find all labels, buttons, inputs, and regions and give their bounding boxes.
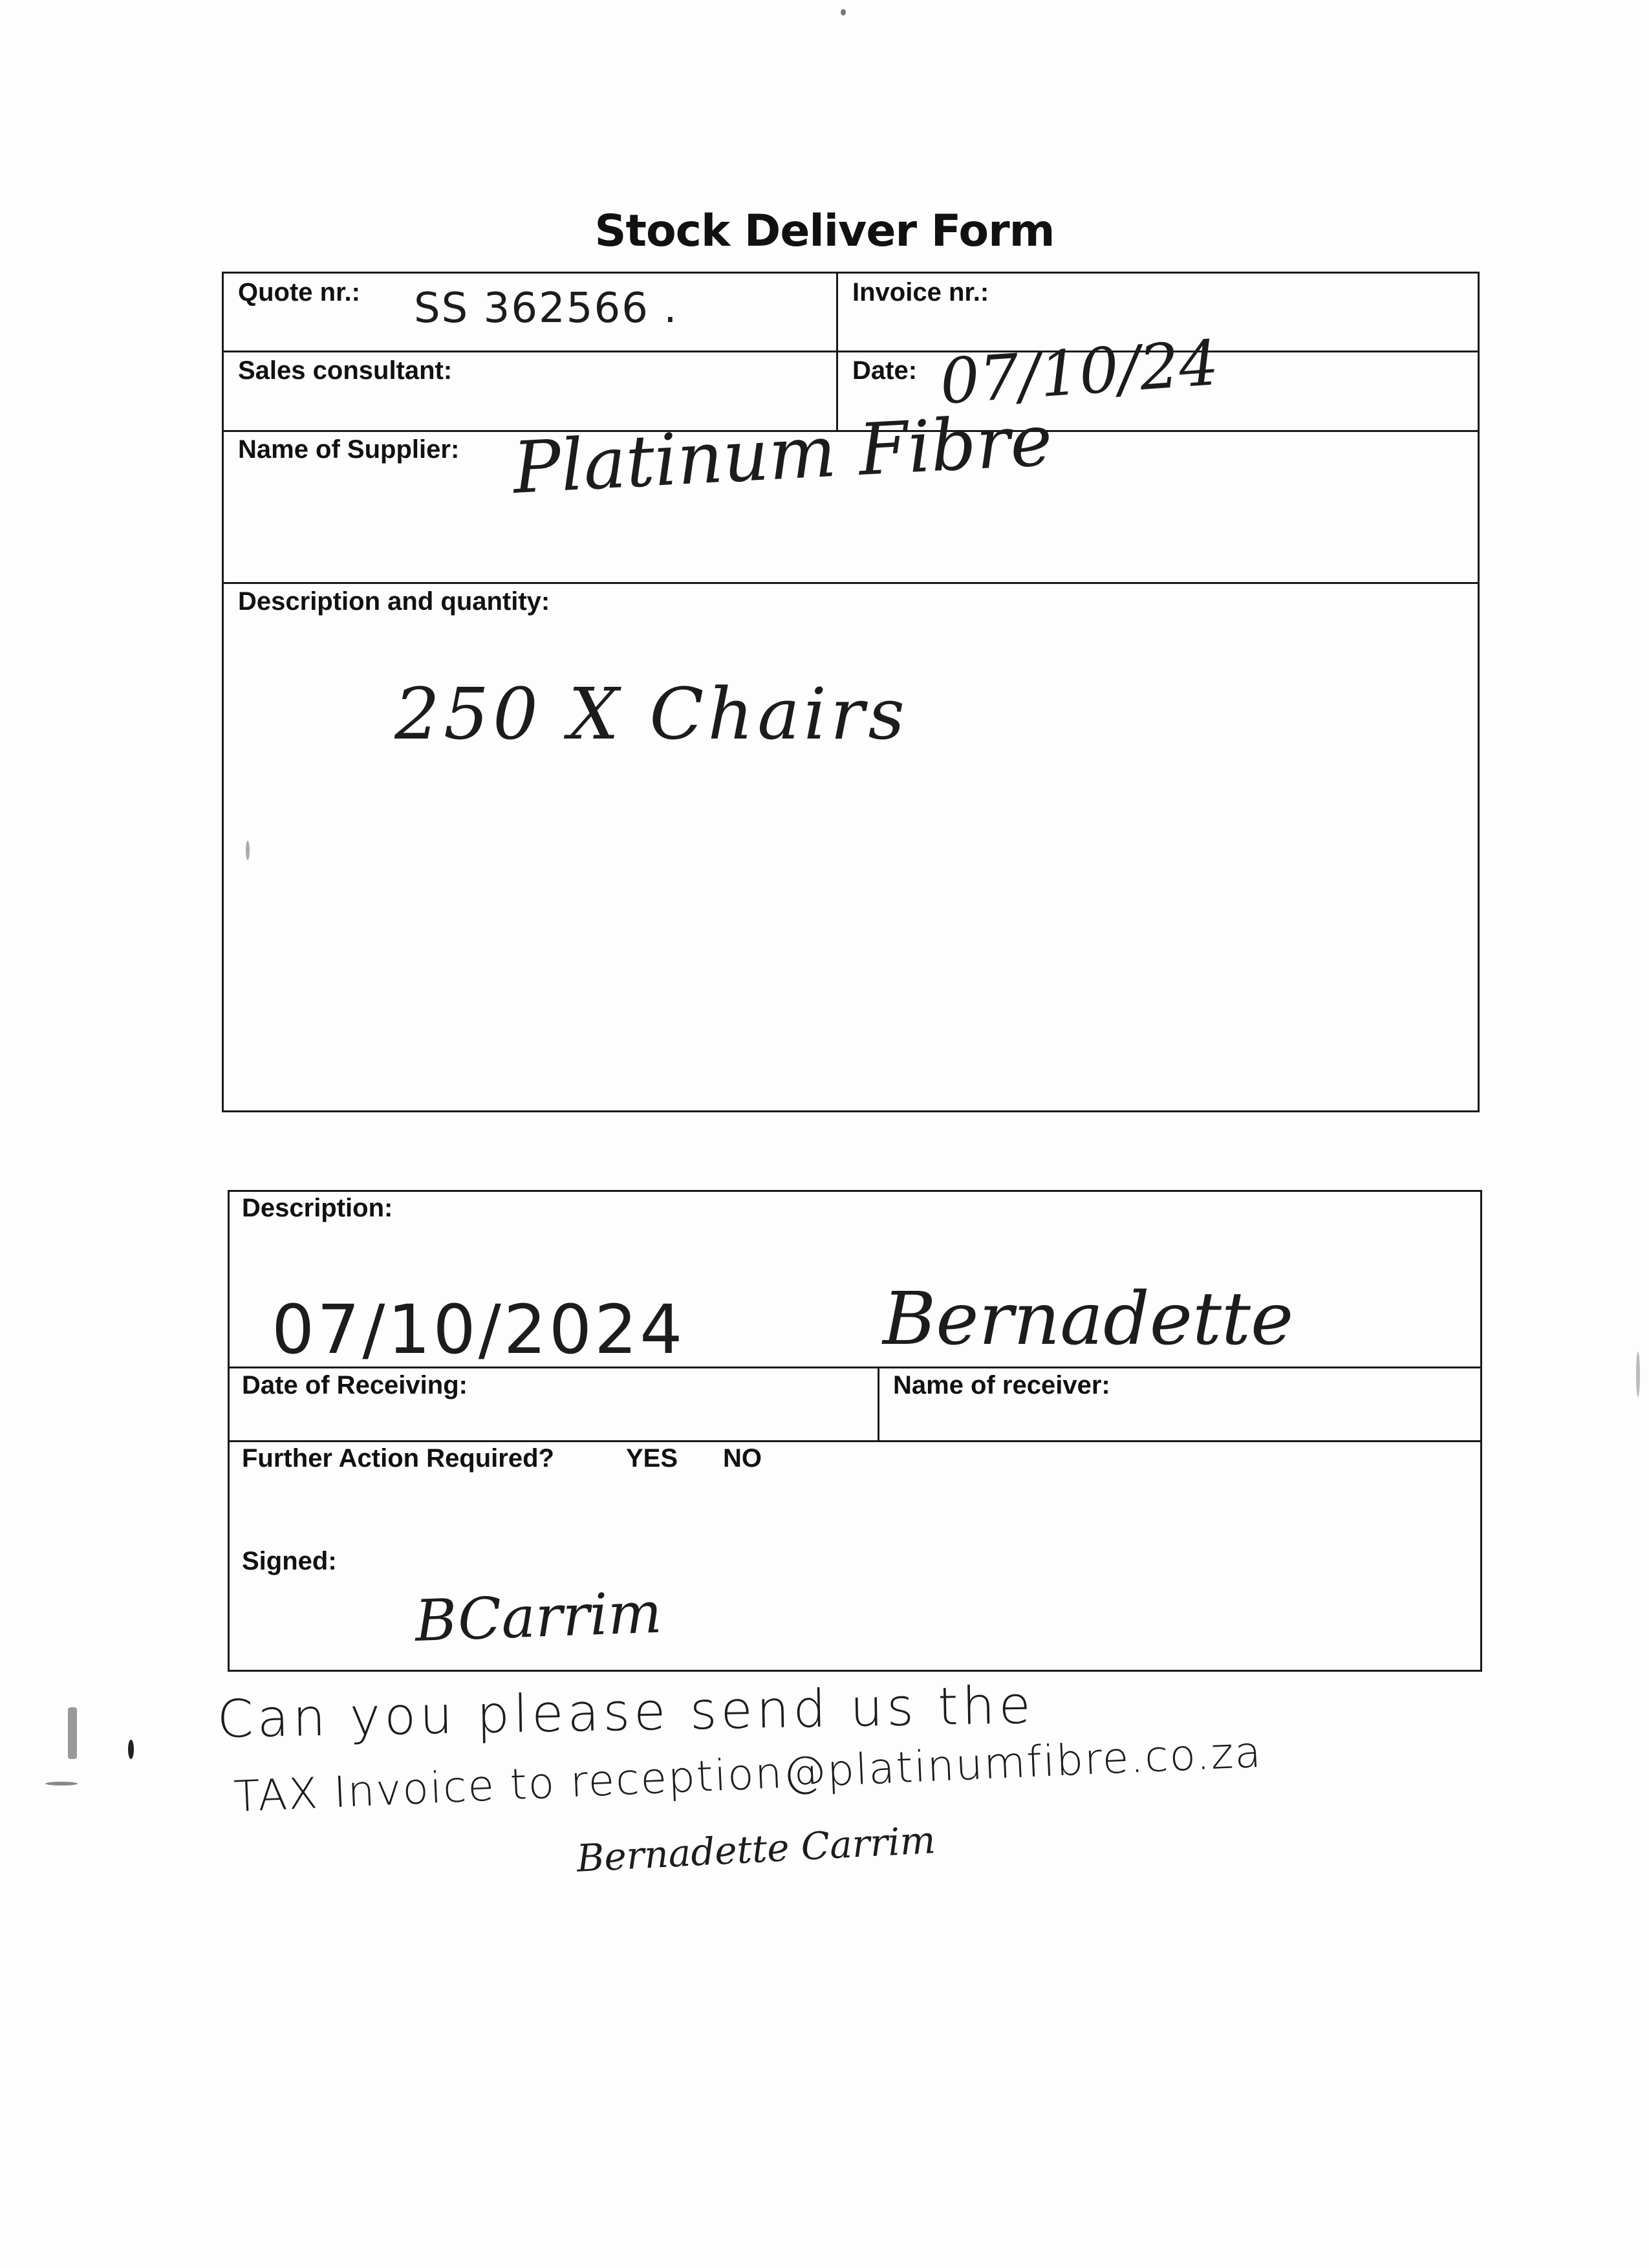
quote-nr-value[interactable]: SS 362566 .: [414, 285, 678, 332]
further-action-label: Further Action Required?: [242, 1444, 554, 1473]
name-of-receiver-label: Name of receiver:: [893, 1371, 1110, 1399]
name-of-supplier-value[interactable]: Platinum Fibre: [511, 398, 1055, 510]
description-and-quantity-label: Description and quantity:: [238, 587, 550, 616]
date-value[interactable]: 07/10/24: [938, 326, 1221, 418]
invoice-nr-label: Invoice nr.:: [852, 278, 989, 307]
sales-consultant-label: Sales consultant:: [238, 356, 453, 385]
column-divider: [878, 1366, 879, 1440]
name-of-supplier-label: Name of Supplier:: [238, 435, 460, 464]
column-divider: [836, 272, 838, 430]
scan-speck: [1636, 1352, 1640, 1397]
row-divider: [222, 582, 1480, 584]
date-of-receiving-label: Date of Receiving:: [242, 1371, 468, 1399]
date-of-receiving-value[interactable]: 07/10/2024: [272, 1290, 685, 1369]
scan-speck: [246, 841, 250, 860]
description-label: Description:: [242, 1194, 393, 1222]
quote-nr-label: Quote nr.:: [238, 278, 360, 307]
no-option[interactable]: NO: [723, 1444, 762, 1473]
scan-speck: [45, 1782, 78, 1786]
row-divider: [228, 1440, 1482, 1442]
date-label: Date:: [852, 356, 918, 385]
form-title: Stock Deliver Form: [594, 206, 1055, 257]
signed-label: Signed:: [242, 1547, 337, 1575]
handwritten-note-line-2: TAX Invoice to reception@platinumfibre.co.za: [233, 1727, 1264, 1822]
scan-speck: [128, 1740, 134, 1759]
description-and-quantity-value[interactable]: 250 X Chairs: [394, 673, 909, 755]
handwritten-note-line-3: Bernadette Carrim: [576, 1817, 937, 1881]
scan-speck: [841, 9, 846, 16]
scan-speck: [68, 1707, 77, 1759]
handwritten-note-line-1: Can you please send us the: [217, 1674, 1035, 1749]
name-of-receiver-value[interactable]: Bernadette: [883, 1277, 1294, 1361]
yes-option[interactable]: YES: [626, 1444, 678, 1473]
row-divider: [222, 351, 1480, 352]
signature-value[interactable]: BCarrim: [414, 1579, 663, 1654]
